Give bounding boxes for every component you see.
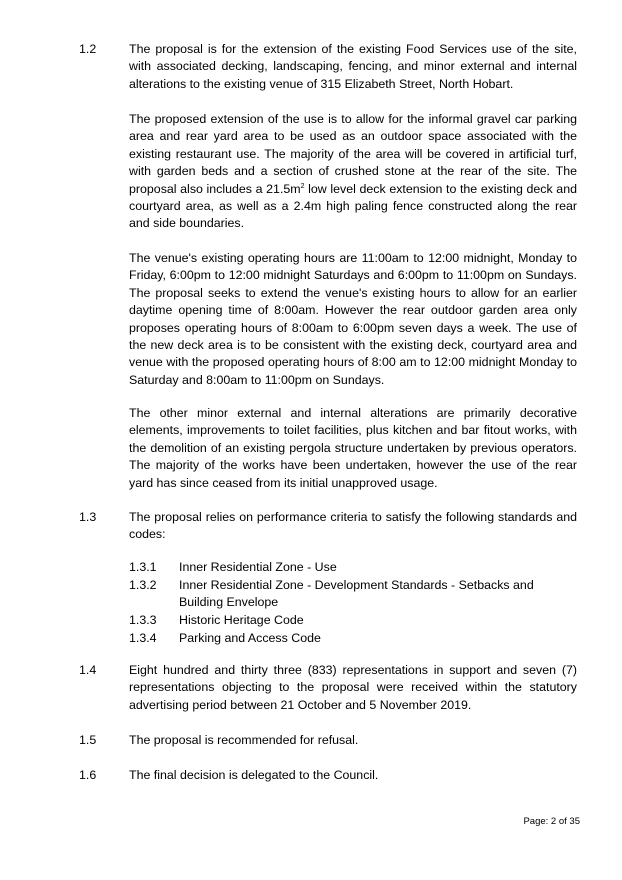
paragraph-use-extension xyxy=(129,111,577,233)
section-number: 1.5 xyxy=(79,733,97,747)
standards-list xyxy=(129,559,577,669)
list-item-number: 1.3.1 xyxy=(129,559,157,574)
list-item-text: Inner Residential Zone - Use xyxy=(179,559,337,574)
paragraph-intro: The proposal relies on performance criteria to satisfy the following standards and codes: xyxy=(129,510,577,542)
paragraph-operating-hours: The venue's existing operating hours are 11:00am to 12:00 midnight, Monday to Friday, 6:00pm to 12:00 midnight Saturdays and 6:00pm to 11:00pm on Sundays. The proposal seeks to extend the venue's existing hours to allow for an earlier daytime opening time of 8:00am. However the rear outdoor garden area only proposes operating hours of 8:00am to 6:00pm seven days a week. The use of the new deck area is to be consistent with the existing deck, courtyard area and venue with the proposed operating hours of 8:00 am to 12:00 midnight Monday to Saturday and 8:00am to 11:00pm on Sundays. xyxy=(129,251,577,387)
superscript-squared: 2 xyxy=(300,182,305,190)
paragraph-text: low level deck extension to the existing deck and courtyard area, as well as a 2.4m high paling fence constructed along the rear and side boundaries. xyxy=(129,181,577,231)
section-body xyxy=(129,662,577,714)
list-item-text: Parking and Access Code xyxy=(179,630,321,645)
section-body xyxy=(129,41,577,93)
paragraph-decision: The final decision is delegated to the Council. xyxy=(129,768,379,782)
section-number: 1.3 xyxy=(79,510,97,524)
list-item-text: Inner Residential Zone - Development Standards - Setbacks and Building Envelope xyxy=(179,577,534,610)
list-item-number: 1.3.2 xyxy=(129,577,157,592)
paragraph-recommendation: The proposal is recommended for refusal. xyxy=(129,733,359,747)
section-body xyxy=(129,732,577,749)
paragraph-alterations: The other minor external and internal alterations are primarily decorative elements, improvements to toilet facilities, plus kitchen and bar fitout works, with the demolition of an existing pergola structure undertaken by previous operators. The majority of the works have been undertaken, however the use of the rear yard has since ceased from its initial unapproved usage. xyxy=(129,406,577,490)
paragraph-text: The proposed extension of the use is to allow for the informal gravel car parking area and rear yard area to be used as an outdoor space associated with the existing restaurant use. The majority of the area will be covered in artificial turf, with garden beds and a section of crushed stone at the rear of the site. The proposal also includes a 21.5m xyxy=(129,112,577,196)
section-body xyxy=(129,767,577,784)
list-item-number: 1.3.4 xyxy=(129,630,157,645)
page-number: Page: 2 of 35 xyxy=(523,816,580,827)
section-number: 1.4 xyxy=(79,663,97,677)
paragraph-scope: The proposal is for the extension of the existing Food Services use of the site, with associated decking, landscaping, fencing, and minor external and internal alterations to the existing venue of 315 Elizabeth Street, North Hobart. xyxy=(129,42,577,91)
section-number: 1.6 xyxy=(79,768,97,782)
section-body xyxy=(129,509,577,669)
list-item-number: 1.3.3 xyxy=(129,612,157,627)
list-item-text: Historic Heritage Code xyxy=(179,612,304,627)
paragraph-representations: Eight hundred and thirty three (833) representations in support and seven (7) representations objecting to the proposal were received within the statutory advertising period between 21 October and 5 November 2019. xyxy=(129,663,577,712)
section-number: 1.2 xyxy=(79,42,97,56)
